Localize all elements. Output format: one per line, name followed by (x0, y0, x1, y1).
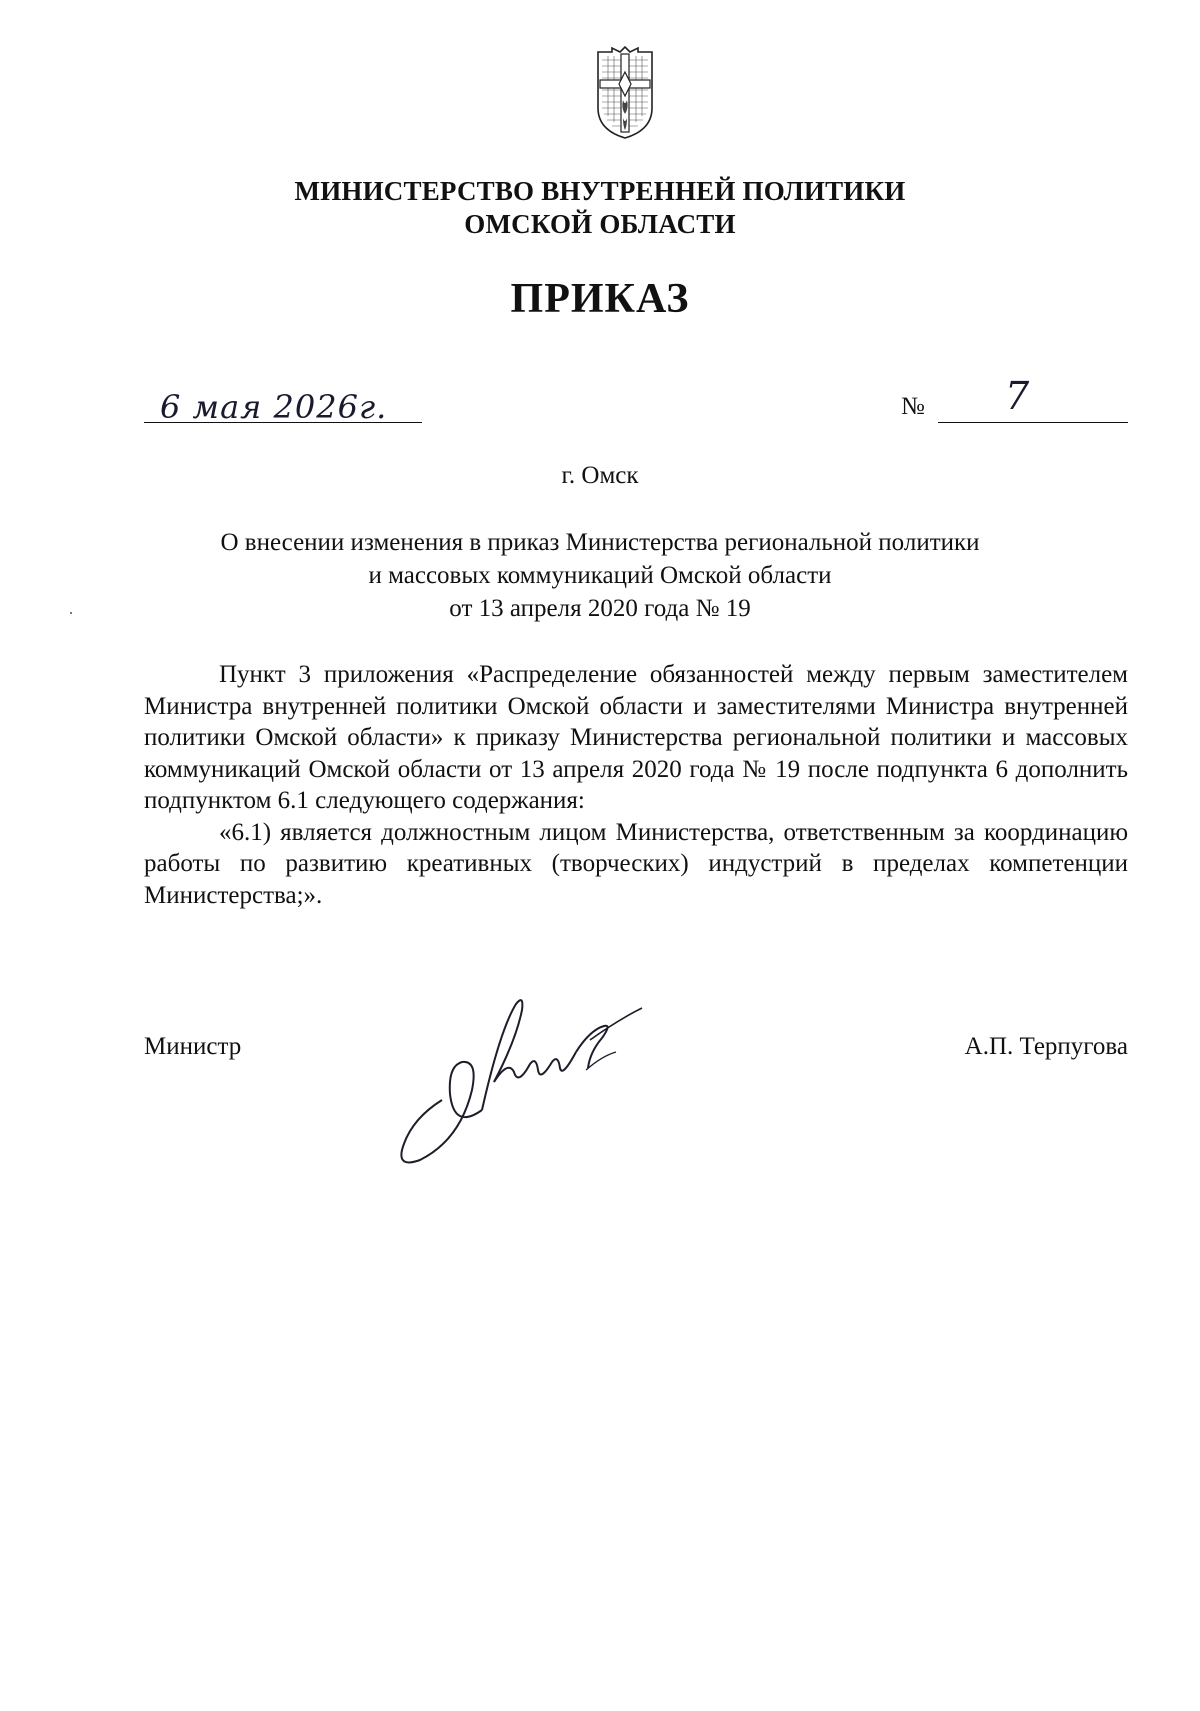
order-date: 6 мая 2026г. (160, 388, 388, 426)
order-body (144, 659, 1128, 911)
ministry-name-line1: МИНИСТЕРСТВО ВНУТРЕННЕЙ ПОЛИТИКИ (294, 176, 906, 206)
order-number: 7 (1005, 374, 1030, 418)
coat-of-arms-icon (596, 46, 654, 140)
scan-speck (70, 612, 72, 614)
subject-line2: и массовых коммуникаций Омской области (368, 562, 832, 589)
number-underline (938, 422, 1128, 423)
document-type: ПРИКАЗ (510, 276, 690, 322)
ministry-name-line2: ОМСКОЙ ОБЛАСТИ (464, 209, 736, 239)
date-underline (144, 422, 422, 423)
signer-name: А.П. Терпугова (964, 1033, 1128, 1060)
order-number-label: № (901, 393, 925, 420)
order-subject (0, 526, 1200, 625)
city: г. Омск (561, 462, 639, 489)
signer-position: Министр (144, 1033, 242, 1060)
signature-icon (390, 990, 660, 1170)
body-paragraph-2: «6.1) является должностным лицом Министерства, ответственным за координацию работы по развитию креативных (творческих) индустрий в пределах компетенции Министерства;». (144, 818, 1128, 909)
body-paragraph-1: Пункт 3 приложения «Распределение обязанностей между первым заместителем Министра внутренней политики Омской области и заместителями Министра внутренней политики Омской области» к приказу Министерства региональной политики и массовых коммуникаций Омской области от 13 апреля 2020 года № 19 после подпункта 6 дополнить подпунктом 6.1 следующего содержания: (144, 661, 1128, 814)
subject-line3: от 13 апреля 2020 года № 19 (449, 595, 751, 622)
subject-line1: О внесении изменения в приказ Министерства региональной политики (220, 529, 980, 556)
